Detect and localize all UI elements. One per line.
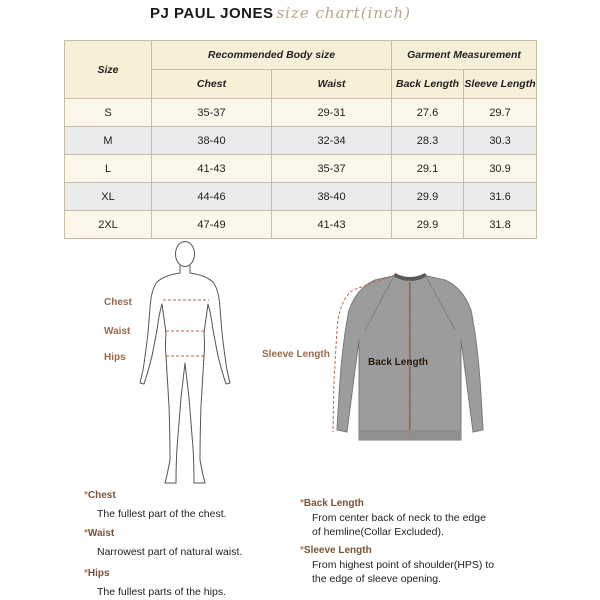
chest-cell: 44-46 (152, 183, 272, 211)
note-waist-title (84, 528, 114, 539)
note-sleeve-length-line1: From highest point of shoulder(HPS) to (312, 559, 495, 571)
waist-cell: 29-31 (272, 99, 392, 127)
table-row (65, 155, 537, 183)
chest-cell: 41-43 (152, 155, 272, 183)
waist-cell: 41-43 (272, 211, 392, 239)
sleeve-length-cell: 29.7 (464, 99, 537, 127)
sleeve-length-cell: 30.3 (464, 127, 537, 155)
garment-back-length-label: Back Length (368, 357, 429, 368)
chart-title (150, 4, 411, 32)
note-back-length-title (300, 498, 364, 509)
note-hips-title-text: Hips (87, 568, 110, 579)
waist-cell: 35-37 (272, 155, 392, 183)
chest-cell: 35-37 (152, 99, 272, 127)
size-cell: L (65, 155, 152, 183)
body-hips-label: Hips (104, 352, 126, 363)
garment-sleeve-length-label: Sleeve Length (262, 349, 330, 360)
brand-name: PJ PAUL JONES (150, 5, 274, 22)
chest-cell: 47-49 (152, 211, 272, 239)
sleeve-length-cell: 31.8 (464, 211, 537, 239)
note-sleeve-length-text (312, 558, 494, 586)
size-cell: M (65, 127, 152, 155)
size-header: Size (65, 41, 152, 99)
note-hips-text: The fullest parts of the hips. (97, 586, 226, 598)
chart-subtitle: size chart(inch) (276, 4, 411, 22)
size-cell: S (65, 99, 152, 127)
sleeve-length-cell: 31.6 (464, 183, 537, 211)
table-row (65, 211, 537, 239)
waist-column-header: Waist (272, 70, 392, 99)
note-back-length-text (312, 511, 486, 539)
note-back-length-line2: of hemline(Collar Excluded). (312, 526, 444, 538)
note-hips-title (84, 568, 110, 579)
body-waist-label: Waist (104, 326, 131, 337)
note-waist-title-text: Waist (87, 528, 115, 539)
size-cell: XL (65, 183, 152, 211)
note-sleeve-length-title (300, 545, 372, 556)
note-chest-title-text: Chest (87, 490, 116, 501)
note-sleeve-length-star: * (300, 545, 304, 556)
note-back-length-title-text: Back Length (303, 498, 364, 509)
note-hips-star: * (84, 568, 88, 579)
table-row (65, 127, 537, 155)
body-chest-label: Chest (104, 297, 132, 308)
back-length-cell: 27.6 (392, 99, 464, 127)
body-outline-figure (135, 238, 245, 490)
sleeve-length-column-header: Sleeve Length (464, 70, 537, 99)
garment-measurement-header: Garment Measurement (392, 41, 537, 70)
note-chest-title (84, 490, 116, 501)
chest-cell: 38-40 (152, 127, 272, 155)
size-table (64, 40, 537, 239)
back-length-column-header: Back Length (392, 70, 464, 99)
table-row (65, 183, 537, 211)
note-waist-star: * (84, 528, 88, 539)
chest-column-header: Chest (152, 70, 272, 99)
sleeve-length-cell: 30.9 (464, 155, 537, 183)
note-sleeve-length-title-text: Sleeve Length (303, 545, 372, 556)
table-row (65, 99, 537, 127)
waist-cell: 38-40 (272, 183, 392, 211)
recommended-body-size-header: Recommended Body size (152, 41, 392, 70)
note-waist-text: Narrowest part of natural waist. (97, 546, 243, 558)
note-back-length-line1: From center back of neck to the edge (312, 512, 486, 524)
note-chest-star: * (84, 490, 88, 501)
note-chest-text: The fullest part of the chest. (97, 508, 227, 520)
back-length-cell: 29.1 (392, 155, 464, 183)
note-sleeve-length-line2: the edge of sleeve opening. (312, 573, 442, 585)
back-length-cell: 29.9 (392, 183, 464, 211)
size-cell: 2XL (65, 211, 152, 239)
back-length-cell: 28.3 (392, 127, 464, 155)
note-back-length-star: * (300, 498, 304, 509)
back-length-cell: 29.9 (392, 211, 464, 239)
waist-cell: 32-34 (272, 127, 392, 155)
